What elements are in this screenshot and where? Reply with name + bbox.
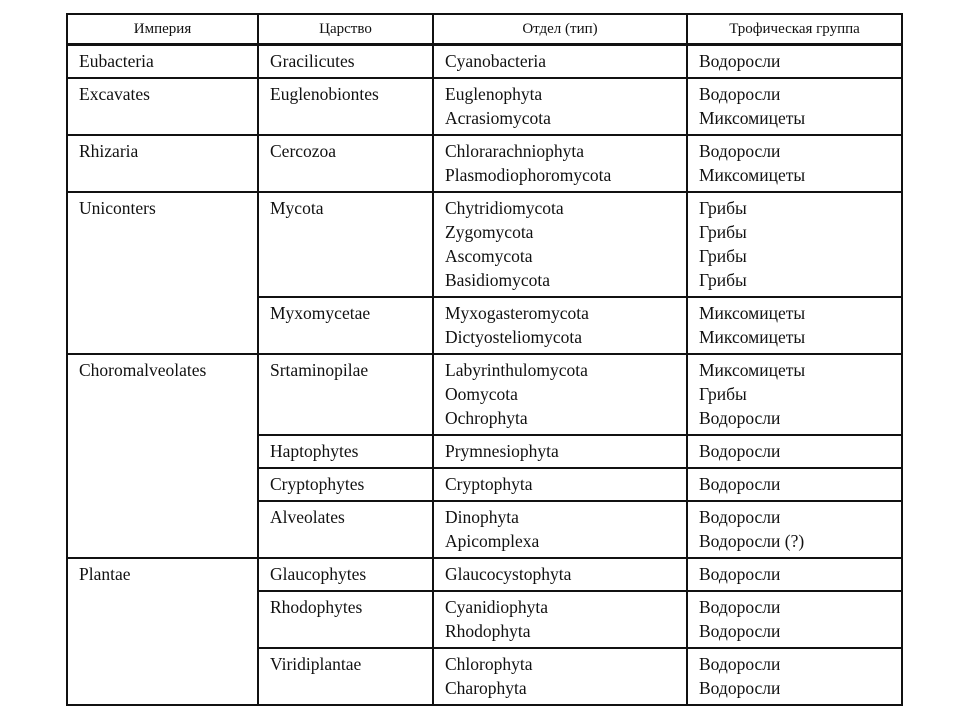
division-name: Labyrinthulomycota — [445, 360, 588, 380]
division-name: Chlorarachniophyta — [445, 141, 584, 161]
division-cell — [433, 648, 687, 705]
trophic-group-name: Грибы — [699, 198, 747, 218]
division-name: Plasmodiophoromycota — [445, 165, 612, 185]
trophic-group-cell — [687, 78, 902, 135]
division-name: Basidiomycota — [445, 270, 550, 290]
kingdom-name: Srtaminopilae — [270, 360, 369, 380]
table-row — [67, 192, 902, 297]
table-row — [67, 45, 902, 79]
kingdom-name: Cercozoa — [270, 141, 337, 161]
kingdom-cell — [258, 558, 433, 591]
empire-cell — [67, 135, 258, 192]
trophic-group-name: Грибы — [699, 222, 747, 242]
header-trophic-group: Трофическая группа — [687, 14, 902, 45]
division-name: Oomycota — [445, 384, 518, 404]
header-division: Отдел (тип) — [433, 14, 687, 45]
division-name: Cryptophyta — [445, 474, 533, 494]
table-row — [67, 135, 902, 192]
table-header — [67, 14, 902, 45]
empire-name: Uniconters — [79, 198, 156, 218]
division-name: Zygomycota — [445, 222, 534, 242]
trophic-group-cell — [687, 501, 902, 558]
kingdom-name: Viridiplantae — [270, 654, 362, 674]
table-row — [67, 78, 902, 135]
kingdom-name: Glaucophytes — [270, 564, 367, 584]
division-cell — [433, 297, 687, 354]
kingdom-cell — [258, 501, 433, 558]
kingdom-name: Euglenobiontes — [270, 84, 379, 104]
table-body — [67, 45, 902, 706]
division-name: Acrasiomycota — [445, 108, 551, 128]
division-name: Charophyta — [445, 678, 527, 698]
trophic-group-name: Водоросли — [699, 597, 781, 617]
trophic-group-name: Водоросли — [699, 678, 781, 698]
trophic-group-name: Водоросли — [699, 564, 781, 584]
kingdom-cell — [258, 78, 433, 135]
trophic-group-cell — [687, 45, 902, 79]
trophic-group-name: Грибы — [699, 246, 747, 266]
division-name: Euglenophyta — [445, 84, 543, 104]
division-name: Apicomplexa — [445, 531, 540, 551]
kingdom-cell — [258, 192, 433, 297]
kingdom-name: Mycota — [270, 198, 324, 218]
trophic-group-name: Миксомицеты — [699, 108, 806, 128]
empire-cell — [67, 78, 258, 135]
division-name: Dictyosteliomycota — [445, 327, 583, 347]
division-name: Cyanidiophyta — [445, 597, 549, 617]
trophic-group-cell — [687, 435, 902, 468]
kingdom-cell — [258, 135, 433, 192]
empire-name: Choromalveolates — [79, 360, 207, 380]
division-cell — [433, 558, 687, 591]
classification-table-container — [66, 13, 901, 706]
trophic-group-cell — [687, 297, 902, 354]
division-cell — [433, 501, 687, 558]
classification-table — [66, 13, 903, 706]
empire-name: Plantae — [79, 564, 131, 584]
division-name: Glaucocystophyta — [445, 564, 572, 584]
kingdom-cell — [258, 468, 433, 501]
trophic-group-name: Водоросли — [699, 654, 781, 674]
division-cell — [433, 435, 687, 468]
trophic-group-cell — [687, 648, 902, 705]
header-kingdom: Царство — [258, 14, 433, 45]
division-cell — [433, 354, 687, 435]
trophic-group-cell — [687, 354, 902, 435]
kingdom-name: Gracilicutes — [270, 51, 355, 71]
trophic-group-name: Грибы — [699, 384, 747, 404]
trophic-group-name: Водоросли — [699, 621, 781, 641]
trophic-group-cell — [687, 558, 902, 591]
division-name: Chytridiomycota — [445, 198, 564, 218]
empire-cell — [67, 558, 258, 705]
trophic-group-name: Водоросли (?) — [699, 531, 805, 551]
division-name: Rhodophyta — [445, 621, 531, 641]
kingdom-cell — [258, 45, 433, 79]
empire-cell — [67, 192, 258, 354]
kingdom-cell — [258, 354, 433, 435]
trophic-group-name: Водоросли — [699, 51, 781, 71]
trophic-group-cell — [687, 468, 902, 501]
trophic-group-name: Водоросли — [699, 507, 781, 527]
division-name: Myxogasteromycota — [445, 303, 589, 323]
trophic-group-name: Водоросли — [699, 84, 781, 104]
kingdom-cell — [258, 648, 433, 705]
empire-name: Excavates — [79, 84, 150, 104]
trophic-group-name: Водоросли — [699, 408, 781, 428]
trophic-group-cell — [687, 591, 902, 648]
kingdom-cell — [258, 435, 433, 468]
division-cell — [433, 78, 687, 135]
division-name: Ochrophyta — [445, 408, 528, 428]
division-name: Prymnesiophyta — [445, 441, 559, 461]
kingdom-cell — [258, 591, 433, 648]
division-cell — [433, 45, 687, 79]
division-cell — [433, 135, 687, 192]
kingdom-name: Myxomycetae — [270, 303, 371, 323]
table-row — [67, 558, 902, 591]
division-cell — [433, 192, 687, 297]
division-cell — [433, 468, 687, 501]
division-name: Chlorophyta — [445, 654, 533, 674]
trophic-group-name: Водоросли — [699, 474, 781, 494]
division-cell — [433, 591, 687, 648]
table-row — [67, 354, 902, 435]
empire-cell — [67, 45, 258, 79]
kingdom-name: Alveolates — [270, 507, 345, 527]
kingdom-name: Cryptophytes — [270, 474, 365, 494]
header-row — [67, 14, 902, 45]
empire-name: Eubacteria — [79, 51, 154, 71]
empire-name: Rhizaria — [79, 141, 139, 161]
header-empire: Империя — [67, 14, 258, 45]
trophic-group-name: Миксомицеты — [699, 327, 806, 347]
empire-cell — [67, 354, 258, 558]
division-name: Ascomycota — [445, 246, 533, 266]
trophic-group-name: Грибы — [699, 270, 747, 290]
trophic-group-name: Миксомицеты — [699, 360, 806, 380]
trophic-group-name: Миксомицеты — [699, 165, 806, 185]
kingdom-cell — [258, 297, 433, 354]
trophic-group-name: Миксомицеты — [699, 303, 806, 323]
trophic-group-cell — [687, 135, 902, 192]
kingdom-name: Haptophytes — [270, 441, 359, 461]
trophic-group-name: Водоросли — [699, 441, 781, 461]
trophic-group-name: Водоросли — [699, 141, 781, 161]
division-name: Dinophyta — [445, 507, 519, 527]
kingdom-name: Rhodophytes — [270, 597, 363, 617]
trophic-group-cell — [687, 192, 902, 297]
division-name: Cyanobacteria — [445, 51, 547, 71]
